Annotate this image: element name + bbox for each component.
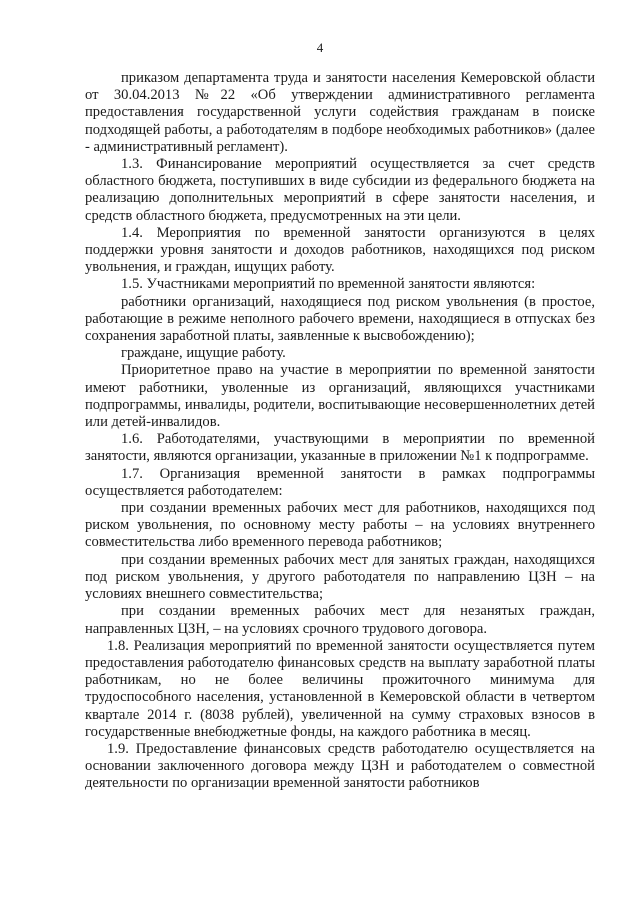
- paragraph-1-6: 1.6. Работодателями, участвующими в мероприятии по временной занятости, являются организации, указанные в приложении №1 к подпрограмме.: [85, 431, 595, 465]
- paragraph-participants-workers: работники организаций, находящиеся под риском увольнения (в простое, работающие в режиме неполного рабочего времени, находящиеся в отпусках без сохранения заработной платы, заявленные к высвобождению);: [85, 293, 595, 345]
- paragraph-1-3: 1.3. Финансирование мероприятий осуществляется за счет средств областного бюджета, поступивших в виде субсидии из федерального бюджета на реализацию дополнительных мероприятий в сфере занятости населения, и средств областного бюджета, предусмотренных на эти цели.: [85, 156, 595, 224]
- paragraph-1-8: 1.8. Реализация мероприятий по временной занятости осуществляется путем предоставления работодателю финансовых средств на выплату заработной платы работникам, но не более величины прожиточного минимума для трудоспособного населения, установленной в Кемеровской области в четвертом квартале 2014 г. (8038 рублей), увеличенной на сумму страховых взносов в государственные внебюджетные фонды, на каждого работника в месяц.: [85, 637, 595, 740]
- paragraph-1-9: 1.9. Предоставление финансовых средств работодателю осуществляется на основании заключенного договора между ЦЗН и работодателем о совместной деятельности по организации временной занятости работников: [85, 740, 595, 792]
- paragraph-fixed-term-job: при создании временных рабочих мест для незанятых граждан, направленных ЦЗН, – на условиях срочного трудового договора.: [85, 603, 595, 637]
- document-body: [85, 70, 595, 793]
- paragraph-participants-citizens: граждане, ищущие работу.: [121, 345, 286, 362]
- paragraph-1-4: 1.4. Мероприятия по временной занятости организуются в целях поддержки уровня занятости и доходов работников, находящихся под риском увольнения, и граждан, ищущих работу.: [85, 224, 595, 276]
- paragraph-internal-job: при создании временных рабочих мест для работников, находящихся под риском увольнения, по основному месту работы – на условиях внутреннего совместительства либо временного перевода работников;: [85, 500, 595, 551]
- paragraph-external-job: при создании временных рабочих мест для занятых граждан, находящихся под риском увольнения, у другого работодателя по направлению ЦЗН – на условиях внешнего совместительства;: [85, 551, 595, 603]
- paragraph-regulation-reference: приказом департамента труда и занятости населения Кемеровской области от 30.04.2013 №22 «Об утверждении административного регламента предоставления государственной услуги содействия гражданам в поиске подходящей работы, а работодателям в подборе необходимых работников» (далее - административный регламент).: [85, 70, 595, 155]
- page-number: 4: [316, 40, 324, 55]
- paragraph-1-5: 1.5. Участниками мероприятий по временной занятости являются:: [121, 276, 536, 293]
- paragraph-1-7: 1.7. Организация временной занятости в рамках подпрограммы осуществляется работодателем:: [85, 465, 595, 499]
- paragraph-priority-right: Приоритетное право на участие в мероприятии по временной занятости имеют работники, уволенные из организаций, являющихся участниками подпрограммы, инвалиды, родители, воспитывающие несовершеннолетних детей или детей-инвалидов.: [85, 362, 595, 431]
